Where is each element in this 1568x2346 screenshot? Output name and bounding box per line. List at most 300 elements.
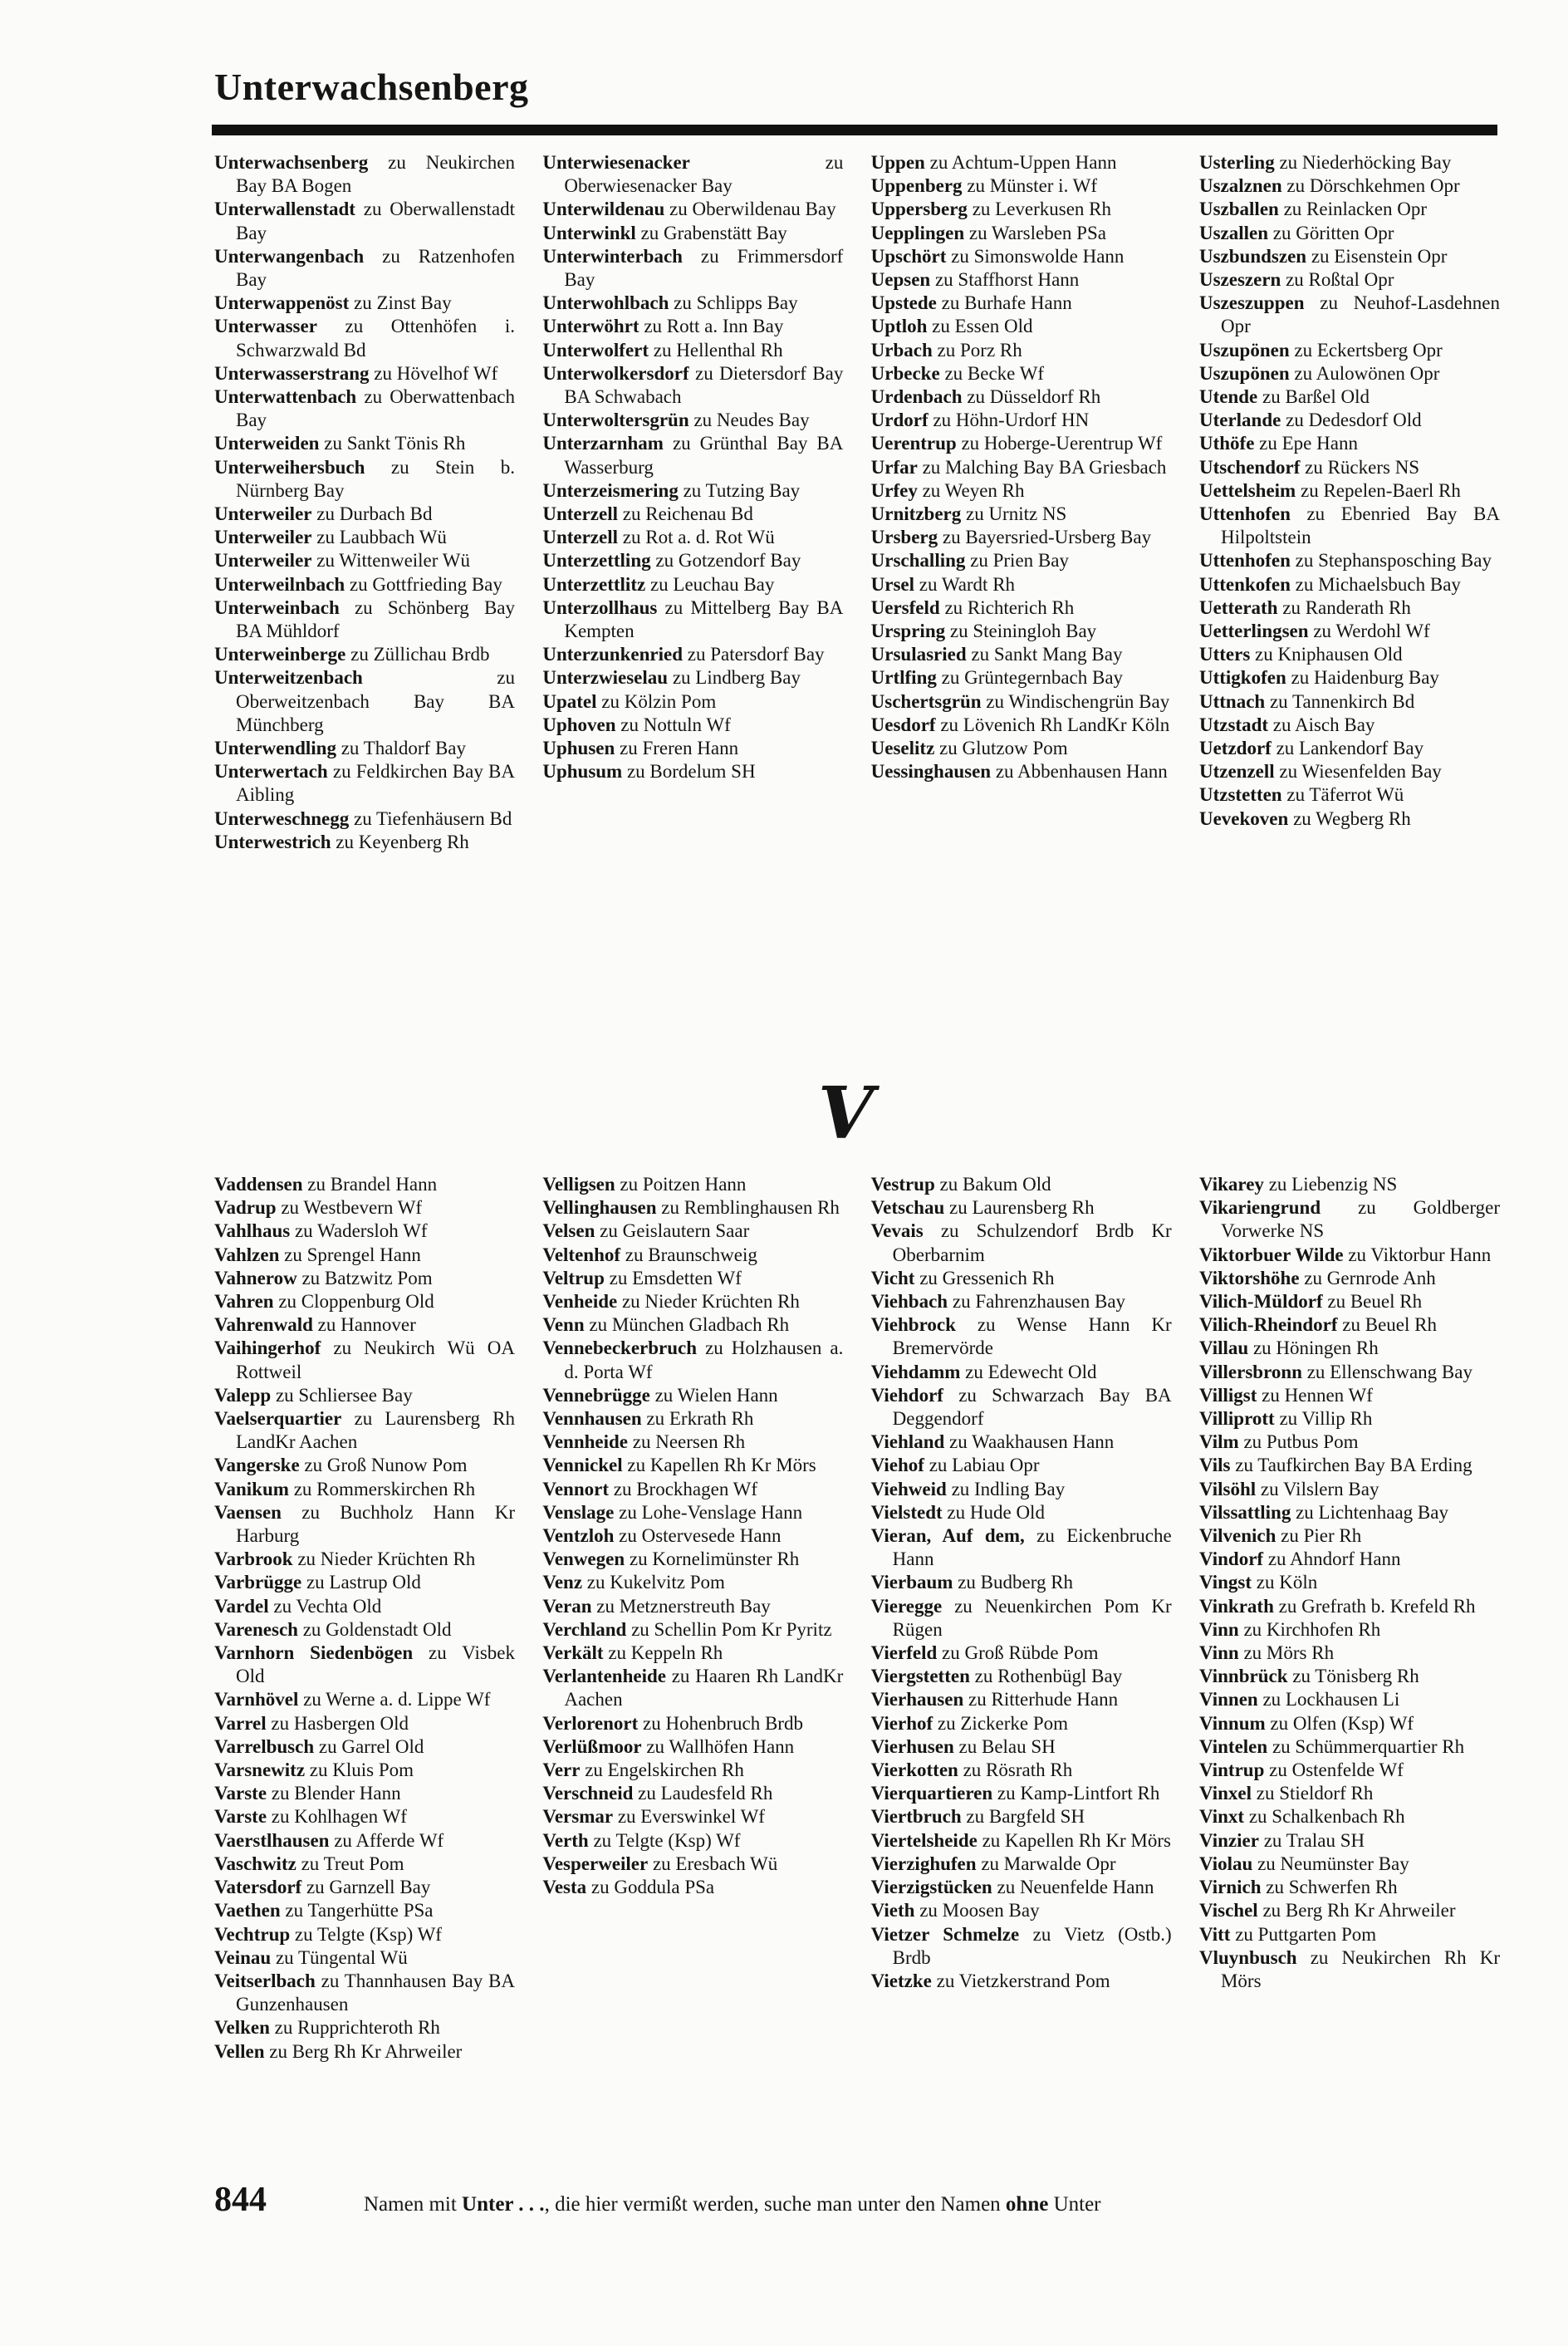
entry-reference: zu Laurensberg Rh bbox=[949, 1197, 1095, 1219]
gazetteer-entry bbox=[542, 151, 843, 198]
gazetteer-entry bbox=[214, 1173, 515, 1196]
entry-headword: Vindorf bbox=[1198, 1548, 1264, 1570]
entry-reference: zu Eresbach Wü bbox=[652, 1853, 778, 1874]
entry-reference: zu Rothenbügl Bay bbox=[974, 1666, 1123, 1687]
entry-reference: zu Dedesdorf Old bbox=[1286, 410, 1422, 431]
gazetteer-entry bbox=[1199, 1196, 1500, 1243]
gazetteer-entry bbox=[542, 1454, 843, 1477]
entry-headword: Vatersdorf bbox=[214, 1877, 302, 1898]
gazetteer-entry bbox=[214, 1337, 515, 1383]
entry-headword: Verth bbox=[542, 1829, 589, 1851]
entry-headword: Vesta bbox=[542, 1877, 587, 1898]
entry-headword: Urfey bbox=[870, 479, 918, 501]
entry-reference: zu Simonswolde Hann bbox=[951, 245, 1125, 267]
entry-headword: Viertelsheide bbox=[870, 1829, 978, 1851]
gazetteer-entry bbox=[542, 690, 843, 714]
entry-headword: Vinnbrück bbox=[1198, 1666, 1288, 1687]
gazetteer-entry bbox=[214, 1244, 515, 1267]
entry-headword: Vietzer Schmelze bbox=[870, 1923, 1020, 1945]
entry-headword: Vinnen bbox=[1198, 1689, 1258, 1710]
gazetteer-entry bbox=[871, 1782, 1172, 1805]
gazetteer-entry bbox=[542, 760, 843, 783]
entry-headword: Urfar bbox=[870, 456, 918, 478]
entry-reference: zu Lindberg Bay bbox=[672, 667, 801, 689]
gazetteer-entry bbox=[1199, 1876, 1500, 1899]
gazetteer-entry bbox=[871, 503, 1172, 526]
gazetteer-entry bbox=[1199, 573, 1500, 596]
entry-reference: zu Schalkenbach Rh bbox=[1248, 1806, 1405, 1828]
entry-headword: Unterzeismering bbox=[542, 479, 679, 501]
entry-reference: zu Staffhorst Hann bbox=[934, 269, 1080, 291]
gazetteer-entry bbox=[871, 1290, 1172, 1313]
entry-reference: zu Hennen Wf bbox=[1262, 1384, 1373, 1406]
entry-reference: zu Tannenkirch Bd bbox=[1269, 690, 1415, 712]
gazetteer-entry bbox=[871, 1220, 1172, 1266]
gazetteer-entry bbox=[1199, 596, 1500, 620]
gazetteer-entry bbox=[871, 596, 1172, 620]
gazetteer-entry bbox=[542, 292, 843, 315]
entry-reference: zu Metznerstreuth Bay bbox=[596, 1595, 771, 1617]
entry-headword: Vahlhaus bbox=[214, 1220, 291, 1242]
entry-headword: Unterwoltersgrün bbox=[542, 410, 689, 431]
entry-headword: Unterweiden bbox=[214, 433, 320, 454]
entry-headword: Upatel bbox=[542, 690, 597, 712]
entry-reference: zu Erkrath Rh bbox=[646, 1408, 754, 1430]
gazetteer-entry bbox=[542, 1782, 843, 1805]
gazetteer-entry bbox=[871, 479, 1172, 503]
header-rule bbox=[212, 125, 1497, 135]
entry-reference: zu Remblinghausen Rh bbox=[661, 1197, 840, 1219]
entry-reference: zu Lövenich Rh LandKr Köln bbox=[940, 714, 1170, 735]
entry-headword: Varrel bbox=[214, 1712, 267, 1734]
entry-headword: Vierzighufen bbox=[870, 1853, 977, 1874]
entry-reference: zu Buchholz Hann Kr Harburg bbox=[236, 1501, 515, 1547]
entry-reference: zu Fahrenzhausen Bay bbox=[952, 1291, 1126, 1313]
gazetteer-entry bbox=[214, 315, 515, 361]
gazetteer-entry bbox=[871, 1431, 1172, 1454]
gazetteer-entry bbox=[214, 643, 515, 666]
entry-reference: zu Täferrot Wü bbox=[1286, 784, 1404, 806]
gazetteer-entry bbox=[214, 526, 515, 549]
entry-reference: zu Windischengrün Bay bbox=[986, 690, 1170, 712]
gazetteer-entry bbox=[542, 1876, 843, 1899]
entry-reference: zu Kohlhagen Wf bbox=[271, 1806, 407, 1828]
entry-reference: zu Kirchhofen Rh bbox=[1243, 1618, 1381, 1640]
entry-headword: Vestrup bbox=[870, 1174, 935, 1195]
gazetteer-entry bbox=[542, 245, 843, 292]
entry-headword: Uterlande bbox=[1198, 410, 1281, 431]
column-4 bbox=[1199, 1173, 1500, 2064]
gazetteer-entry bbox=[214, 1688, 515, 1711]
entry-reference: zu Wittenweiler Wü bbox=[316, 550, 470, 572]
entry-reference: zu Laurensberg Rh LandKr Aachen bbox=[236, 1408, 515, 1453]
entry-headword: Vierhof bbox=[870, 1712, 933, 1734]
entry-headword: Utzenzell bbox=[1198, 761, 1275, 783]
column-4 bbox=[1199, 151, 1500, 854]
entry-headword: Unterwohlbach bbox=[542, 292, 669, 314]
entry-headword: Vennort bbox=[542, 1478, 609, 1499]
entry-reference: zu Hude Old bbox=[947, 1501, 1045, 1523]
entry-reference: zu Taufkirchen Bay BA Erding bbox=[1235, 1455, 1472, 1476]
gazetteer-entry bbox=[214, 1454, 515, 1477]
gazetteer-entry bbox=[1199, 1548, 1500, 1571]
column-2 bbox=[542, 1173, 843, 2064]
entry-reference: zu Moosen Bay bbox=[919, 1900, 1040, 1921]
entry-headword: Uersfeld bbox=[870, 596, 940, 618]
entry-reference: zu Sankt Tönis Rh bbox=[324, 433, 466, 454]
entry-headword: Vahnerow bbox=[214, 1267, 297, 1288]
entry-reference: zu Essen Old bbox=[932, 316, 1033, 337]
entry-headword: Venheide bbox=[542, 1291, 618, 1313]
entry-headword: Unterwestrich bbox=[214, 831, 331, 852]
gazetteer-entry bbox=[214, 362, 515, 385]
gazetteer-entry bbox=[542, 526, 843, 549]
gazetteer-entry bbox=[871, 432, 1172, 455]
entry-headword: Vierhusen bbox=[870, 1735, 954, 1757]
gazetteer-entry bbox=[1199, 1665, 1500, 1688]
gazetteer-entry bbox=[1199, 1267, 1500, 1290]
entry-headword: Urbecke bbox=[870, 362, 940, 384]
entry-headword: Uepsen bbox=[870, 269, 931, 291]
entry-reference: zu Geislautern Saar bbox=[600, 1220, 750, 1242]
section-letter: V bbox=[818, 1072, 874, 1156]
entry-reference: zu Eckertsberg Opr bbox=[1294, 339, 1443, 361]
entry-reference: zu Schümmerquartier Rh bbox=[1272, 1735, 1465, 1757]
entry-headword: Unterzell bbox=[542, 503, 619, 525]
entry-headword: Viktorshöhe bbox=[1198, 1267, 1300, 1288]
gazetteer-entry bbox=[542, 315, 843, 338]
entry-reference: zu Gernrode Anh bbox=[1304, 1267, 1436, 1288]
entry-reference: zu Indling Bay bbox=[951, 1478, 1066, 1499]
entry-headword: Ueselitz bbox=[870, 738, 935, 759]
gazetteer-entry bbox=[1199, 198, 1500, 221]
entry-reference: zu Oberwallenstadt Bay bbox=[236, 199, 515, 243]
entry-headword: Unterwattenbach bbox=[214, 386, 357, 408]
gazetteer-entry bbox=[214, 1267, 515, 1290]
gazetteer-entry bbox=[1199, 1173, 1500, 1196]
entry-headword: Unterwallenstadt bbox=[214, 199, 355, 220]
gazetteer-entry bbox=[1199, 549, 1500, 572]
gazetteer-entry bbox=[1199, 1407, 1500, 1431]
entry-reference: zu Ellenschwang Bay bbox=[1306, 1361, 1472, 1382]
entry-headword: Uszalznen bbox=[1198, 175, 1282, 197]
entry-headword: Vilich-Rheindorf bbox=[1198, 1314, 1338, 1336]
entry-headword: Unterzwieselau bbox=[542, 667, 669, 689]
gazetteer-entry bbox=[214, 1759, 515, 1782]
gazetteer-entry bbox=[871, 666, 1172, 690]
gazetteer-entry bbox=[1199, 1313, 1500, 1337]
gazetteer-entry bbox=[1199, 666, 1500, 690]
entry-reference: zu Zickerke Pom bbox=[937, 1712, 1069, 1734]
entry-headword: Vielstedt bbox=[870, 1501, 943, 1523]
entry-reference: zu Kniphausen Old bbox=[1255, 644, 1403, 665]
gazetteer-entry bbox=[1199, 1431, 1500, 1454]
entry-headword: Viehbrock bbox=[870, 1314, 956, 1336]
entry-headword: Upstede bbox=[870, 292, 937, 314]
entry-headword: Uphoven bbox=[542, 714, 616, 735]
entry-headword: Vaensen bbox=[214, 1501, 282, 1523]
entry-reference: zu Rückers NS bbox=[1305, 456, 1420, 478]
gazetteer-entry bbox=[214, 1853, 515, 1876]
entry-headword: Vierzigstücken bbox=[870, 1877, 992, 1898]
page-footer bbox=[214, 2180, 1500, 2220]
gazetteer-entry bbox=[214, 1712, 515, 1735]
entry-headword: Vennhausen bbox=[542, 1408, 642, 1430]
entry-headword: Varbrügge bbox=[214, 1572, 302, 1593]
entry-reference: zu Goddula PSa bbox=[590, 1877, 715, 1898]
gazetteer-entry bbox=[214, 151, 515, 198]
gazetteer-entry bbox=[542, 737, 843, 760]
entry-reference: zu Höhn-Urdorf HN bbox=[933, 410, 1090, 431]
entry-headword: Varste bbox=[214, 1783, 267, 1804]
entry-headword: Vischel bbox=[1198, 1900, 1258, 1921]
gazetteer-entry bbox=[1199, 1899, 1500, 1922]
entry-headword: Uszeszuppen bbox=[1198, 292, 1305, 314]
gazetteer-entry bbox=[214, 1618, 515, 1642]
entry-headword: Villau bbox=[1198, 1337, 1249, 1359]
entry-headword: Ursel bbox=[870, 573, 915, 595]
gazetteer-entry bbox=[1199, 1337, 1500, 1360]
gazetteer-entry bbox=[214, 1899, 515, 1922]
entry-headword: Unterzunkenried bbox=[542, 644, 683, 665]
gazetteer-entry bbox=[542, 1759, 843, 1782]
entry-headword: Vaihingerhof bbox=[214, 1337, 321, 1359]
gazetteer-entry bbox=[542, 1478, 843, 1501]
entry-headword: Vieran, Auf dem, bbox=[870, 1525, 1025, 1547]
entry-reference: zu Neukirchen Rh Kr Mörs bbox=[1220, 1946, 1500, 1991]
gazetteer-entry bbox=[542, 1665, 843, 1711]
gazetteer-entry bbox=[542, 432, 843, 479]
entry-reference: zu Steiningloh Bay bbox=[949, 621, 1097, 642]
entry-headword: Uetterlingsen bbox=[1198, 621, 1309, 642]
entry-headword: Uppenberg bbox=[870, 175, 963, 197]
entry-reference: zu Kapellen Rh Kr Mörs bbox=[982, 1829, 1171, 1851]
entry-reference: zu Wegberg Rh bbox=[1293, 807, 1411, 829]
entry-reference: zu Ostervesede Hann bbox=[619, 1525, 782, 1547]
entry-reference: zu Kluis Pom bbox=[309, 1760, 414, 1781]
entry-reference: zu Bordelum SH bbox=[626, 761, 756, 783]
gazetteer-entry bbox=[871, 1361, 1172, 1384]
entry-reference: zu Visbek Old bbox=[236, 1642, 516, 1687]
entry-headword: Veltenhof bbox=[542, 1244, 621, 1265]
entry-headword: Uszeszern bbox=[1198, 269, 1281, 291]
entry-reference: zu Liebenzig NS bbox=[1268, 1174, 1398, 1195]
bottom-columns bbox=[214, 1173, 1500, 2064]
entry-headword: Vinxt bbox=[1198, 1806, 1245, 1828]
entry-reference: zu Ritterhude Hann bbox=[968, 1689, 1119, 1710]
entry-headword: Viehof bbox=[870, 1455, 924, 1476]
entry-headword: Unterwangenbach bbox=[214, 245, 365, 267]
entry-headword: Uszallen bbox=[1198, 222, 1269, 243]
gazetteer-entry bbox=[871, 362, 1172, 385]
gazetteer-entry bbox=[214, 1548, 515, 1571]
entry-headword: Vennebeckerbruch bbox=[542, 1337, 698, 1359]
entry-reference: zu Vechta Old bbox=[273, 1595, 382, 1617]
entry-headword: Unterzettling bbox=[542, 550, 651, 572]
gazetteer-entry bbox=[214, 666, 515, 737]
entry-reference: zu Schellin Pom Kr Pyritz bbox=[631, 1618, 832, 1640]
gazetteer-entry bbox=[1199, 690, 1500, 714]
gazetteer-entry bbox=[871, 1899, 1172, 1922]
entry-headword: Viergstetten bbox=[870, 1666, 970, 1687]
entry-headword: Urspring bbox=[870, 621, 946, 642]
entry-reference: zu Rot a. d. Rot Wü bbox=[622, 527, 775, 548]
gazetteer-entry bbox=[1199, 409, 1500, 432]
gazetteer-entry bbox=[1199, 245, 1500, 268]
entry-reference: zu Keyenberg Rh bbox=[336, 831, 469, 852]
column-2 bbox=[542, 151, 843, 854]
entry-reference: zu Eisenstein Opr bbox=[1311, 245, 1448, 267]
gazetteer-entry bbox=[871, 268, 1172, 292]
entry-headword: Vangerske bbox=[214, 1455, 300, 1476]
entry-reference: zu Porz Rh bbox=[937, 339, 1022, 361]
gazetteer-entry bbox=[214, 737, 515, 760]
gazetteer-entry bbox=[871, 1735, 1172, 1759]
entry-reference: zu Hohenbruch Brdb bbox=[643, 1712, 803, 1734]
gazetteer-entry bbox=[1199, 1524, 1500, 1548]
gazetteer-entry bbox=[871, 1853, 1172, 1876]
entry-headword: Verkält bbox=[542, 1642, 604, 1664]
entry-headword: Utters bbox=[1198, 644, 1251, 665]
entry-reference: zu Thannhausen Bay BA Gunzenhausen bbox=[236, 1970, 516, 2015]
entry-reference: zu Neumünster Bay bbox=[1257, 1853, 1409, 1874]
entry-reference: zu Roßtal Opr bbox=[1286, 269, 1394, 291]
entry-reference: zu Mörs Rh bbox=[1243, 1642, 1335, 1664]
gazetteer-entry bbox=[871, 198, 1172, 221]
entry-reference: zu Tiefenhäusern Bd bbox=[354, 807, 512, 829]
entry-headword: Uetzdorf bbox=[1198, 738, 1272, 759]
entry-reference: zu Stephansposching Bay bbox=[1295, 550, 1492, 572]
entry-headword: Vierkotten bbox=[870, 1760, 958, 1781]
entry-reference: zu Lohe-Venslage Hann bbox=[619, 1501, 803, 1523]
gazetteer-entry bbox=[1199, 385, 1500, 409]
entry-headword: Vicht bbox=[870, 1267, 915, 1288]
gazetteer-entry bbox=[542, 666, 843, 690]
entry-headword: Unterzettlitz bbox=[542, 573, 646, 595]
entry-headword: Vilssattling bbox=[1198, 1501, 1291, 1523]
gazetteer-entry bbox=[542, 1571, 843, 1594]
entry-reference: zu Vietz (Ostb.) Brdb bbox=[892, 1923, 1172, 1968]
entry-headword: Unterzarnham bbox=[542, 433, 664, 454]
entry-reference: zu Stieldorf Rh bbox=[1256, 1783, 1374, 1804]
gazetteer-entry bbox=[871, 1876, 1172, 1899]
entry-headword: Viehweid bbox=[870, 1478, 947, 1499]
entry-headword: Vellinghausen bbox=[542, 1197, 657, 1219]
entry-headword: Unterzell bbox=[542, 527, 619, 548]
gazetteer-entry bbox=[1199, 222, 1500, 245]
gazetteer-entry bbox=[542, 1290, 843, 1313]
gazetteer-entry bbox=[214, 573, 515, 596]
gazetteer-entry bbox=[542, 549, 843, 572]
entry-headword: Verchland bbox=[542, 1618, 627, 1640]
gazetteer-entry bbox=[542, 1642, 843, 1665]
entry-reference: zu Schlipps Bay bbox=[674, 292, 798, 314]
gazetteer-entry bbox=[1199, 1805, 1500, 1828]
entry-headword: Ventzloh bbox=[542, 1525, 615, 1547]
gazetteer-entry bbox=[871, 409, 1172, 432]
entry-reference: zu Werdohl Wf bbox=[1313, 621, 1430, 642]
entry-reference: zu Waakhausen Hann bbox=[949, 1431, 1115, 1453]
entry-reference: zu Schönberg Bay BA Mühldorf bbox=[236, 596, 515, 642]
entry-headword: Vaschwitz bbox=[214, 1853, 296, 1874]
entry-headword: Urbach bbox=[870, 339, 933, 361]
entry-reference: zu Hoberge-Uerentrup Wf bbox=[961, 433, 1163, 454]
entry-headword: Vierbaum bbox=[870, 1572, 953, 1593]
gazetteer-entry bbox=[871, 737, 1172, 760]
gazetteer-entry bbox=[1199, 760, 1500, 783]
entry-reference: zu Göritten Opr bbox=[1272, 222, 1394, 243]
entry-reference: zu Emsdetten Wf bbox=[609, 1267, 742, 1288]
entry-reference: zu Poitzen Hann bbox=[620, 1174, 747, 1195]
entry-headword: Verr bbox=[542, 1760, 581, 1781]
entry-reference: zu Bakum Old bbox=[939, 1174, 1051, 1195]
entry-headword: Verschneid bbox=[542, 1783, 634, 1804]
gazetteer-entry bbox=[542, 573, 843, 596]
gazetteer-entry bbox=[214, 1478, 515, 1501]
gazetteer-entry bbox=[214, 1829, 515, 1853]
entry-headword: Vechtrup bbox=[214, 1923, 291, 1945]
top-columns bbox=[214, 151, 1500, 854]
gazetteer-entry bbox=[214, 1805, 515, 1828]
entry-headword: Unterwolfert bbox=[542, 339, 649, 361]
entry-reference: zu Hövelhof Wf bbox=[374, 362, 498, 384]
gazetteer-entry bbox=[542, 714, 843, 737]
entry-reference: zu Eickenbruche Hann bbox=[892, 1525, 1172, 1570]
entry-reference: zu Garnzell Bay bbox=[306, 1877, 431, 1898]
gazetteer-entry bbox=[871, 1923, 1172, 1970]
gazetteer-entry bbox=[214, 1876, 515, 1899]
entry-headword: Uevekoven bbox=[1198, 807, 1289, 829]
entry-reference: zu Michaelsbuch Bay bbox=[1295, 573, 1461, 595]
gazetteer-entry bbox=[871, 1665, 1172, 1688]
entry-headword: Veinau bbox=[214, 1946, 272, 1968]
entry-reference: zu Barßel Old bbox=[1262, 386, 1370, 408]
gazetteer-entry bbox=[214, 1571, 515, 1594]
entry-headword: Veltrup bbox=[542, 1267, 605, 1288]
gazetteer-entry bbox=[1199, 151, 1500, 174]
gazetteer-entry bbox=[1199, 362, 1500, 385]
gazetteer-entry bbox=[871, 339, 1172, 362]
gazetteer-entry bbox=[542, 409, 843, 432]
entry-reference: zu Blender Hann bbox=[271, 1783, 401, 1804]
entry-reference: zu Thaldorf Bay bbox=[341, 738, 467, 759]
entry-headword: Vahrenwald bbox=[214, 1314, 313, 1336]
gazetteer-entry bbox=[214, 1290, 515, 1313]
column-3 bbox=[871, 151, 1172, 854]
gazetteer-entry bbox=[871, 1173, 1172, 1196]
entry-reference: zu Belau SH bbox=[958, 1735, 1056, 1757]
gazetteer-entry bbox=[214, 1735, 515, 1759]
entry-headword: Vaelserquartier bbox=[214, 1408, 342, 1430]
gazetteer-entry bbox=[871, 760, 1172, 783]
entry-reference: zu Rommerskirchen Rh bbox=[293, 1478, 476, 1499]
gazetteer-entry bbox=[1199, 1829, 1500, 1853]
gazetteer-entry bbox=[1199, 1361, 1500, 1384]
gazetteer-entry bbox=[214, 2016, 515, 2039]
gazetteer-entry bbox=[214, 432, 515, 455]
entry-headword: Vilm bbox=[1198, 1431, 1239, 1453]
entry-reference: zu Münster i. Wf bbox=[967, 175, 1098, 197]
entry-reference: zu Zinst Bay bbox=[354, 292, 452, 314]
gazetteer-entry bbox=[871, 1829, 1172, 1853]
entry-headword: Upschört bbox=[870, 245, 947, 267]
entry-headword: Uttnach bbox=[1198, 690, 1266, 712]
entry-headword: Virnich bbox=[1198, 1877, 1262, 1898]
gazetteer-entry bbox=[214, 1923, 515, 1946]
entry-reference: zu Rösrath Rh bbox=[963, 1760, 1073, 1781]
entry-reference: zu Richterich Rh bbox=[944, 596, 1075, 618]
entry-reference: zu Tangerhütte PSa bbox=[285, 1900, 434, 1921]
